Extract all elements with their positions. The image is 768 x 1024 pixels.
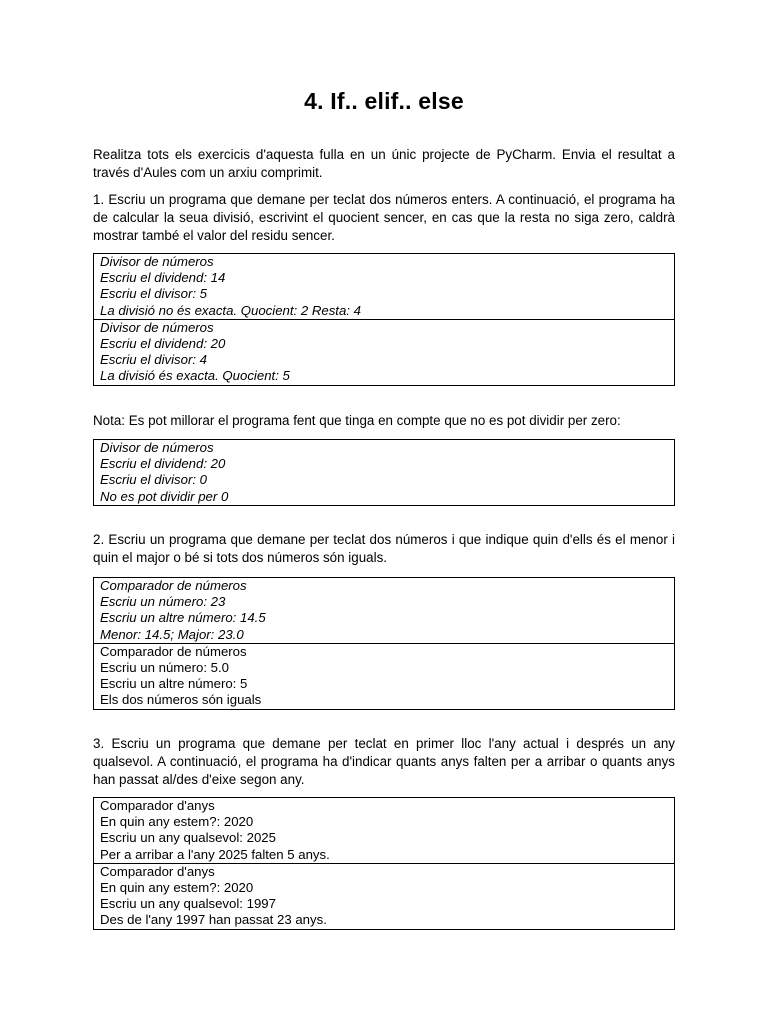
output-line: Escriu el dividend: 20 [100, 456, 226, 472]
exercise-3-text: 3. Escriu un programa que demane per teclat en primer lloc l'any actual i després un any qualsevol. A continuació, el programa ha d'indicar quants anys falten per a arribar o quants anys han passat al/des d'eixe segon any. [93, 736, 675, 788]
output-line: Escriu un número: 23 [100, 594, 226, 610]
output-line: Els dos números són iguals [100, 692, 262, 708]
intro-paragraph: Realitza tots els exercicis d'aquesta fulla en un únic projecte de PyCharm. Envia el resultat a través d'Aules com un arxiu comprimit. [93, 147, 675, 181]
output-line: No es pot dividir per 0 [100, 488, 229, 504]
output-line: Divisor de números [100, 319, 214, 335]
exercise-1-example-box [93, 253, 675, 386]
output-line: Comparador de números [100, 578, 247, 593]
output-line: Per a arribar a l'any 2025 falten 5 anys. [100, 846, 330, 862]
output-line: Escriu un altre número: 5 [100, 676, 248, 692]
example-output-block [94, 578, 674, 643]
output-line: Comparador d'anys [100, 798, 215, 813]
output-line: Escriu el divisor: 5 [100, 286, 208, 302]
output-line: Escriu el divisor: 0 [100, 472, 208, 488]
output-line: Escriu un any qualsevol: 2025 [100, 830, 276, 846]
zero-division-example-box [93, 439, 675, 506]
exercise-3-example-box [93, 797, 675, 930]
output-line: Escriu el divisor: 4 [100, 352, 208, 368]
output-line: Escriu el dividend: 14 [100, 270, 226, 286]
output-line: Divisor de números [100, 254, 214, 269]
output-line: La divisió no és exacta. Quocient: 2 Resta: 4 [100, 302, 361, 318]
output-line: Divisor de números [100, 440, 214, 455]
output-line: Escriu un altre número: 14.5 [100, 610, 266, 626]
example-output-block [94, 863, 674, 929]
output-line: Menor: 14.5; Major: 23.0 [100, 626, 244, 642]
example-output-block [94, 798, 674, 863]
exercise-2-text: 2. Escriu un programa que demane per teclat dos números i que indique quin d'ells és el menor i quin el major o bé si tots dos números són iguals. [93, 532, 675, 566]
output-line: En quin any estem?: 2020 [100, 814, 254, 830]
output-line: Des de l'any 1997 han passat 23 anys. [100, 912, 327, 928]
output-line: En quin any estem?: 2020 [100, 880, 254, 896]
output-line: Escriu un número: 5.0 [100, 660, 230, 676]
note-text: Nota: Es pot millorar el programa fent que tinga en compte que no es pot dividir per zero: [93, 413, 621, 428]
output-line: Comparador de números [100, 643, 247, 659]
example-output-block [94, 319, 674, 385]
page-title: 4. If.. elif.. else [304, 88, 464, 114]
output-line: La divisió és exacta. Quocient: 5 [100, 368, 290, 384]
output-line: Escriu el dividend: 20 [100, 336, 226, 352]
output-line: Comparador d'anys [100, 863, 215, 879]
example-output-block [94, 254, 674, 319]
output-line: Escriu un any qualsevol: 1997 [100, 896, 276, 912]
example-output-block [94, 440, 674, 505]
exercise-2-example-box [93, 577, 675, 710]
exercise-1-text: 1. Escriu un programa que demane per teclat dos números enters. A continuació, el programa ha de calcular la seua divisió, escrivint el quocient sencer, en cas que la resta no siga zero, caldrà mostrar també el valor del residu sencer. [93, 192, 675, 244]
example-output-block [94, 643, 674, 709]
